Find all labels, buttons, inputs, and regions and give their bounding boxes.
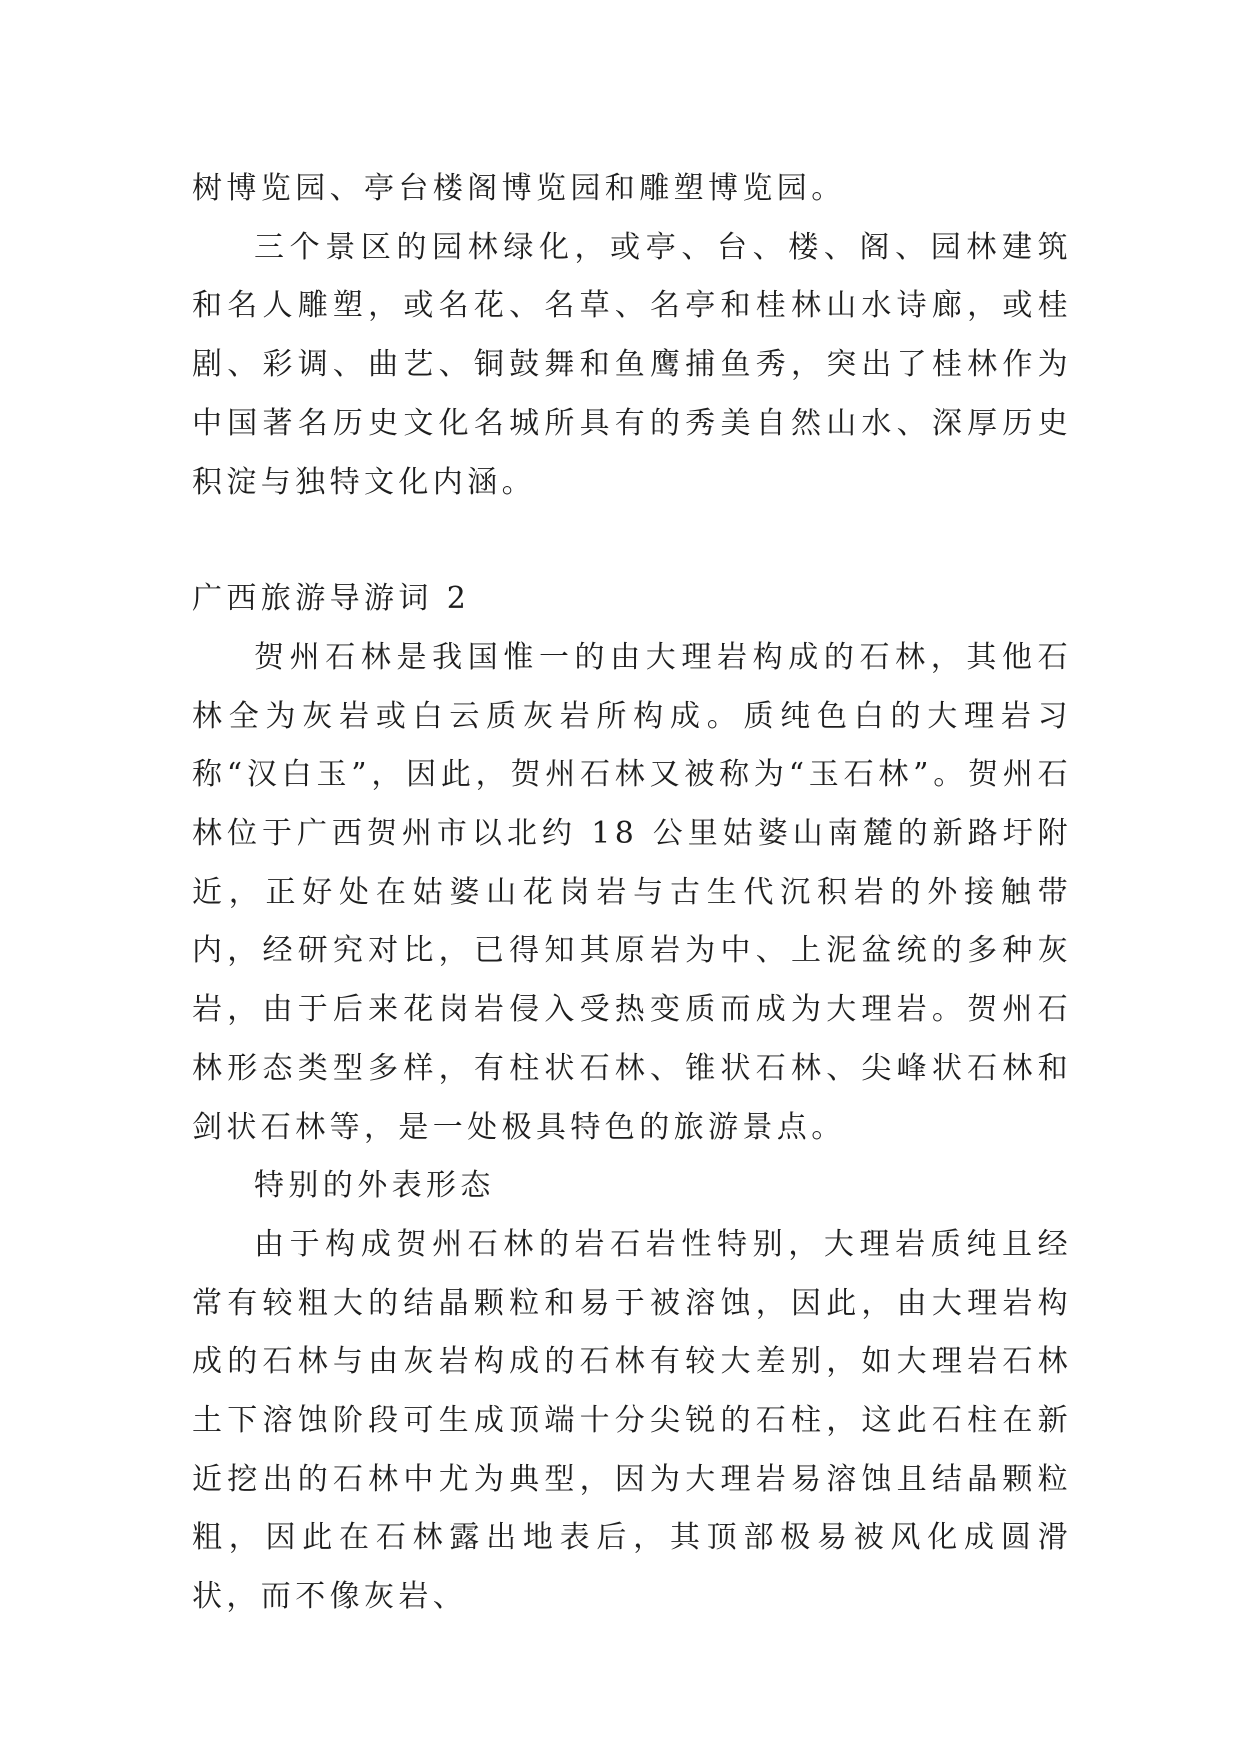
subheading-special-form: 特别的外表形态 <box>254 1168 495 1204</box>
section-heading: 广西旅游导游词 2 <box>192 581 471 617</box>
paragraph-continuation: 树博览园、亭台楼阁博览园和雕塑博览园。 <box>192 171 846 206</box>
paragraph-gardens: 三个景区的园林绿化，或亭、台、楼、阁、园林建筑和名人雕塑，或名花、名草、名亭和桂林山水诗廊，或桂剧、彩调、曲艺、铜鼓舞和鱼鹰捕鱼秀，突出了桂林作为中国著名历史文化名城所具有的秀美自然山水、深厚历史积淀与独特文化内涵。 <box>192 229 1072 500</box>
paragraph-hezhou-stone-forest: 贺州石林是我国惟一的由大理岩构成的石林，其他石林全为灰岩或白云质灰岩所构成。质纯色白的大理岩习称“汉白玉”，因此，贺州石林又被称为“玉石林”。贺州石林位于广西贺州市以北约 18 公里姑婆山南麓的新路圩附近，正好处在姑婆山花岗岩与古生代沉积岩的外接触带内，经研究对比，已得知其原岩为中、上泥盆统的多种灰岩，由于后来花岗岩侵入受热变质而成为大理岩。贺州石林形态类型多样，有柱状石林、锥状石林、尖峰状石林和剑状石林等，是一处极具特色的旅游景点。 <box>192 639 1072 1145</box>
paragraph-marble-form: 由于构成贺州石林的岩石岩性特别，大理岩质纯且经常有较粗大的结晶颗粒和易于被溶蚀，因此，由大理岩构成的石林与由灰岩构成的石林有较大差别，如大理岩石林土下溶蚀阶段可生成顶端十分尖锐的石柱，这此石柱在新近挖出的石林中尤为典型，因为大理岩易溶蚀且结晶颗粒粗，因此在石林露出地表后，其顶部极易被风化成圆滑状，而不像灰岩、 <box>192 1226 1072 1615</box>
document-body <box>192 160 1072 1627</box>
